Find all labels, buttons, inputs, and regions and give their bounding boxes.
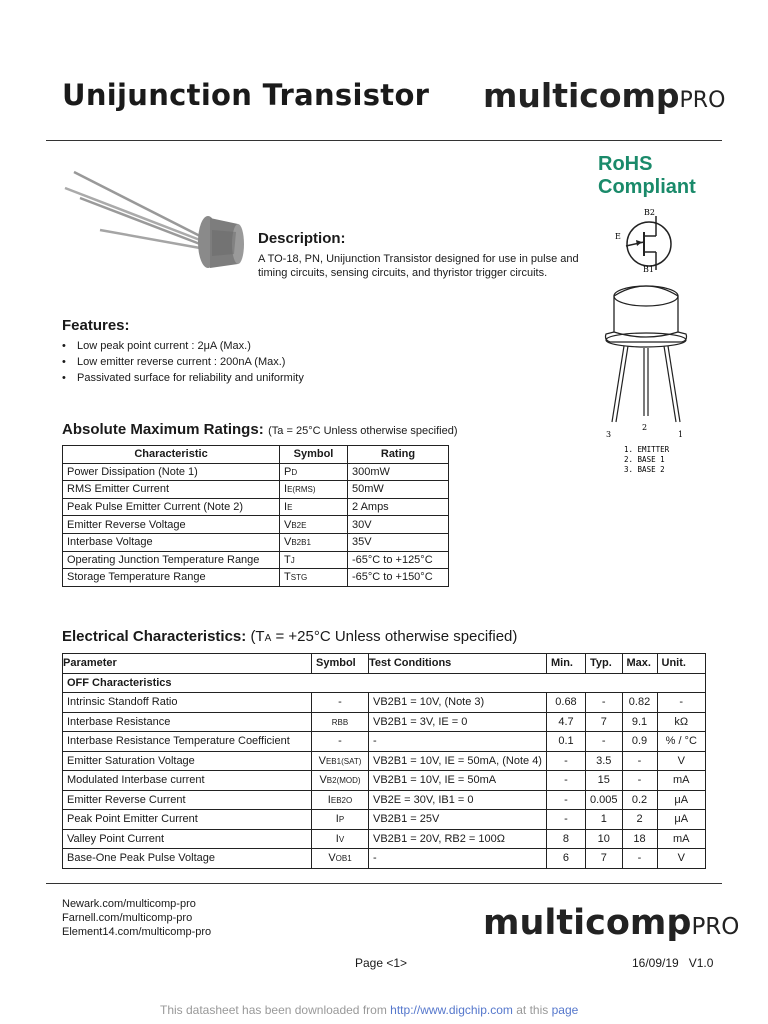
- max-cell: 0.9: [622, 732, 657, 752]
- description-heading: Description:: [258, 230, 346, 247]
- symbol-subscript: EB1(SAT): [325, 756, 362, 766]
- parameter-cell: Interbase Resistance: [63, 712, 312, 732]
- logo-suffix: PRO: [679, 88, 726, 113]
- min-cell: 8: [546, 829, 585, 849]
- symbol-subscript: STG: [290, 573, 308, 583]
- rating-cell: 300mW: [348, 463, 449, 481]
- typ-cell: 0.005: [585, 790, 622, 810]
- rohs-badge: [598, 153, 696, 199]
- col-header-min: Min.: [546, 654, 585, 674]
- abs-max-title: [62, 421, 457, 439]
- table-row: [63, 516, 449, 534]
- table-row: [63, 693, 706, 713]
- symbol-subscript: B2(MOD): [326, 776, 361, 786]
- description-text: A TO-18, PN, Unijunction Transistor designed for use in pulse and timing circuits, sensing circuits, and thyristor trigger circuits.: [258, 253, 579, 279]
- symbol-subscript: D: [291, 467, 298, 477]
- download-notice: [160, 1003, 578, 1017]
- col-header-symbol: Symbol: [312, 654, 369, 674]
- pin-legend-2: 2. BASE 1: [624, 455, 665, 464]
- symbol-main: T: [284, 553, 291, 566]
- symbol-main: I: [335, 832, 339, 845]
- rating-cell: -65°C to +150°C: [348, 569, 449, 587]
- symbol-subscript: OB1: [335, 854, 352, 864]
- pin-number-2: 2: [642, 423, 648, 432]
- table-row: [63, 751, 706, 771]
- symbol-cell: [280, 463, 348, 481]
- symbol-cell: [280, 569, 348, 587]
- table-row: [63, 829, 706, 849]
- footer-link-element14[interactable]: Element14.com/multicomp-pro: [62, 926, 212, 938]
- table-header-row: [63, 654, 706, 674]
- section-row: [63, 673, 706, 693]
- symbol-cell: [312, 751, 369, 771]
- symbol-main: V: [284, 536, 292, 549]
- characteristic-cell: Power Dissipation (Note 1): [63, 463, 280, 481]
- test-conditions-cell: VB2B1 = 10V, IE = 50mA: [369, 771, 547, 791]
- col-header-rating: Rating: [348, 446, 449, 464]
- table-row: [63, 481, 449, 499]
- table-row: [63, 712, 706, 732]
- table-row: [63, 849, 706, 869]
- test-conditions-cell: VB2B1 = 3V, IE = 0: [369, 712, 547, 732]
- table-row: [63, 732, 706, 752]
- typ-cell: 1: [585, 810, 622, 830]
- unit-cell: μA: [657, 790, 705, 810]
- symbol-subscript: V: [338, 834, 345, 844]
- table-row: [63, 771, 706, 791]
- pin-legend-1: 1. EMITTER: [624, 445, 670, 454]
- symbol-main: V: [284, 518, 292, 531]
- max-cell: -: [622, 751, 657, 771]
- symbol-subscript: EB2O: [330, 795, 353, 805]
- min-cell: -: [546, 810, 585, 830]
- symbol-cell: [312, 732, 369, 752]
- table-row: [63, 463, 449, 481]
- symbol-cell: [280, 481, 348, 499]
- min-cell: -: [546, 751, 585, 771]
- table-row: [63, 533, 449, 551]
- to18-package-diagram: [596, 280, 706, 480]
- test-conditions-cell: -: [369, 849, 547, 869]
- col-header-parameter: Parameter: [63, 654, 312, 674]
- footer-multicomp-logo: [483, 903, 739, 943]
- col-header-test-conditions: Test Conditions: [369, 654, 547, 674]
- rating-cell: 50mW: [348, 481, 449, 499]
- symbol-main: I: [327, 793, 331, 806]
- table-row: [63, 790, 706, 810]
- characteristic-cell: Interbase Voltage: [63, 533, 280, 551]
- rating-cell: 35V: [348, 533, 449, 551]
- symbol-label-e: E: [615, 232, 621, 241]
- elec-condition-sub: A: [264, 633, 272, 644]
- rating-cell: -65°C to +125°C: [348, 551, 449, 569]
- rohs-label: RoHS: [598, 153, 653, 175]
- characteristic-cell: Storage Temperature Range: [63, 569, 280, 587]
- symbol-cell: [312, 829, 369, 849]
- min-cell: 0.68: [546, 693, 585, 713]
- test-conditions-cell: VB2B1 = 10V, (Note 3): [369, 693, 547, 713]
- table-row: [63, 810, 706, 830]
- typ-cell: 7: [585, 712, 622, 732]
- rating-cell: 2 Amps: [348, 498, 449, 516]
- min-cell: -: [546, 790, 585, 810]
- elec-condition-pre: (T: [250, 628, 265, 645]
- typ-cell: 15: [585, 771, 622, 791]
- symbol-subscript: J: [290, 555, 295, 565]
- symbol-main: V: [319, 774, 327, 787]
- characteristic-cell: Operating Junction Temperature Range: [63, 551, 280, 569]
- features-list: [62, 338, 304, 386]
- parameter-cell: Valley Point Current: [63, 829, 312, 849]
- symbol-cell: [280, 533, 348, 551]
- parameter-cell: Interbase Resistance Temperature Coefficient: [63, 732, 312, 752]
- max-cell: -: [622, 849, 657, 869]
- logo-main: multicomp: [483, 76, 680, 115]
- footer-links: [62, 897, 211, 939]
- feature-item: • Low peak point current : 2μA (Max.): [62, 338, 304, 354]
- characteristic-cell: Emitter Reverse Voltage: [63, 516, 280, 534]
- typ-cell: 7: [585, 849, 622, 869]
- min-cell: -: [546, 771, 585, 791]
- symbol-cell: [280, 516, 348, 534]
- test-conditions-cell: VB2B1 = 10V, IE = 50mA, (Note 4): [369, 751, 547, 771]
- symbol-cell: [280, 498, 348, 516]
- symbol-main: V: [318, 754, 326, 767]
- download-text: This datasheet has been downloaded from: [160, 1003, 387, 1017]
- typ-cell: -: [585, 732, 622, 752]
- transistor-photo: [60, 160, 245, 280]
- parameter-cell: Modulated Interbase current: [63, 771, 312, 791]
- elec-table: [62, 653, 706, 869]
- symbol-cell: [312, 790, 369, 810]
- table-header-row: [63, 446, 449, 464]
- symbol-cell: [312, 849, 369, 869]
- symbol-main: P: [284, 465, 292, 478]
- pin-number-3: 3: [606, 430, 612, 439]
- max-cell: 2: [622, 810, 657, 830]
- footer-link-newark[interactable]: Newark.com/multicomp-pro: [62, 898, 196, 910]
- footer-divider: [46, 883, 722, 884]
- max-cell: 0.82: [622, 693, 657, 713]
- parameter-cell: Emitter Saturation Voltage: [63, 751, 312, 771]
- symbol-cell: [280, 551, 348, 569]
- elec-heading: Electrical Characteristics:: [62, 628, 247, 645]
- test-conditions-cell: -: [369, 732, 547, 752]
- logo-main: multicomp: [483, 903, 692, 943]
- unit-cell: V: [657, 751, 705, 771]
- footer-date: 16/09/19: [632, 956, 679, 970]
- rating-cell: 30V: [348, 516, 449, 534]
- table-row: [63, 551, 449, 569]
- symbol-subscript: P: [338, 815, 345, 825]
- unit-cell: -: [657, 693, 705, 713]
- unit-cell: mA: [657, 771, 705, 791]
- min-cell: 6: [546, 849, 585, 869]
- header-divider: [46, 140, 722, 141]
- abs-max-condition: (Ta = 25°C Unless otherwise specified): [268, 425, 458, 437]
- parameter-cell: Base-One Peak Pulse Voltage: [63, 849, 312, 869]
- max-cell: -: [622, 771, 657, 791]
- characteristic-cell: RMS Emitter Current: [63, 481, 280, 499]
- footer-version: V1.0: [688, 956, 714, 970]
- col-header-max: Max.: [622, 654, 657, 674]
- download-page-link[interactable]: page: [551, 1003, 579, 1017]
- unit-cell: V: [657, 849, 705, 869]
- symbol-label-b1: B1: [643, 265, 654, 274]
- symbol-cell: [312, 771, 369, 791]
- rohs-compliant-label: Compliant: [598, 176, 696, 198]
- pin-legend-3: 3. BASE 2: [624, 465, 665, 474]
- typ-cell: -: [585, 693, 622, 713]
- symbol-main: I: [284, 483, 288, 496]
- logo-suffix: PRO: [691, 914, 740, 940]
- max-cell: 0.2: [622, 790, 657, 810]
- elec-title: [62, 628, 517, 645]
- col-header-typ: Typ.: [585, 654, 622, 674]
- download-url-link[interactable]: http://www.digchip.com: [390, 1003, 513, 1017]
- symbol-main: V: [328, 852, 336, 865]
- test-conditions-cell: VB2B1 = 25V: [369, 810, 547, 830]
- abs-max-table: [62, 445, 449, 587]
- pin-number-1: 1: [678, 430, 684, 439]
- feature-item: • Low emitter reverse current : 200nA (Max.): [62, 354, 304, 370]
- elec-condition-post: = +25°C Unless otherwise specified): [271, 628, 518, 645]
- symbol-subscript: B2E: [291, 520, 307, 530]
- symbol-cell: [312, 712, 369, 732]
- symbol-cell: [312, 810, 369, 830]
- max-cell: 9.1: [622, 712, 657, 732]
- col-header-characteristic: Characteristic: [63, 446, 280, 464]
- symbol-main: I: [284, 501, 288, 514]
- typ-cell: 10: [585, 829, 622, 849]
- unit-cell: kΩ: [657, 712, 705, 732]
- symbol-main: T: [284, 571, 291, 584]
- multicomp-logo: [483, 76, 725, 115]
- typ-cell: 3.5: [585, 751, 622, 771]
- unit-cell: % / °C: [657, 732, 705, 752]
- symbol-main: I: [335, 813, 339, 826]
- symbol-cell: [312, 693, 369, 713]
- page-number: Page <1>: [355, 956, 408, 970]
- symbol-subscript: E: [287, 503, 293, 513]
- features-heading: Features:: [62, 317, 130, 334]
- parameter-cell: Intrinsic Standoff Ratio: [63, 693, 312, 713]
- feature-item: • Passivated surface for reliability and uniformity: [62, 370, 304, 386]
- parameter-cell: Peak Point Emitter Current: [63, 810, 312, 830]
- col-header-symbol: Symbol: [280, 446, 348, 464]
- symbol-subscript: RBB: [331, 717, 349, 727]
- abs-max-heading: Absolute Maximum Ratings:: [62, 421, 264, 438]
- download-mid-text: at this: [516, 1003, 549, 1017]
- footer-date-version: [632, 956, 713, 970]
- unit-cell: μA: [657, 810, 705, 830]
- characteristic-cell: Peak Pulse Emitter Current (Note 2): [63, 498, 280, 516]
- off-characteristics-label: OFF Characteristics: [63, 673, 706, 693]
- table-row: [63, 569, 449, 587]
- ujt-symbol-diagram: [612, 206, 682, 276]
- symbol-subscript: B2B1: [291, 538, 311, 548]
- test-conditions-cell: VB2B1 = 20V, RB2 = 100Ω: [369, 829, 547, 849]
- col-header-unit: Unit.: [657, 654, 705, 674]
- test-conditions-cell: VB2E = 30V, IB1 = 0: [369, 790, 547, 810]
- min-cell: 4.7: [546, 712, 585, 732]
- symbol-main: -: [338, 735, 342, 748]
- table-row: [63, 498, 449, 516]
- page-title: Unijunction Transistor: [62, 78, 430, 112]
- max-cell: 18: [622, 829, 657, 849]
- min-cell: 0.1: [546, 732, 585, 752]
- parameter-cell: Emitter Reverse Current: [63, 790, 312, 810]
- unit-cell: mA: [657, 829, 705, 849]
- symbol-main: -: [338, 696, 342, 709]
- footer-link-farnell[interactable]: Farnell.com/multicomp-pro: [62, 912, 193, 924]
- symbol-subscript: E(RMS): [287, 485, 316, 495]
- symbol-label-b2: B2: [644, 208, 655, 217]
